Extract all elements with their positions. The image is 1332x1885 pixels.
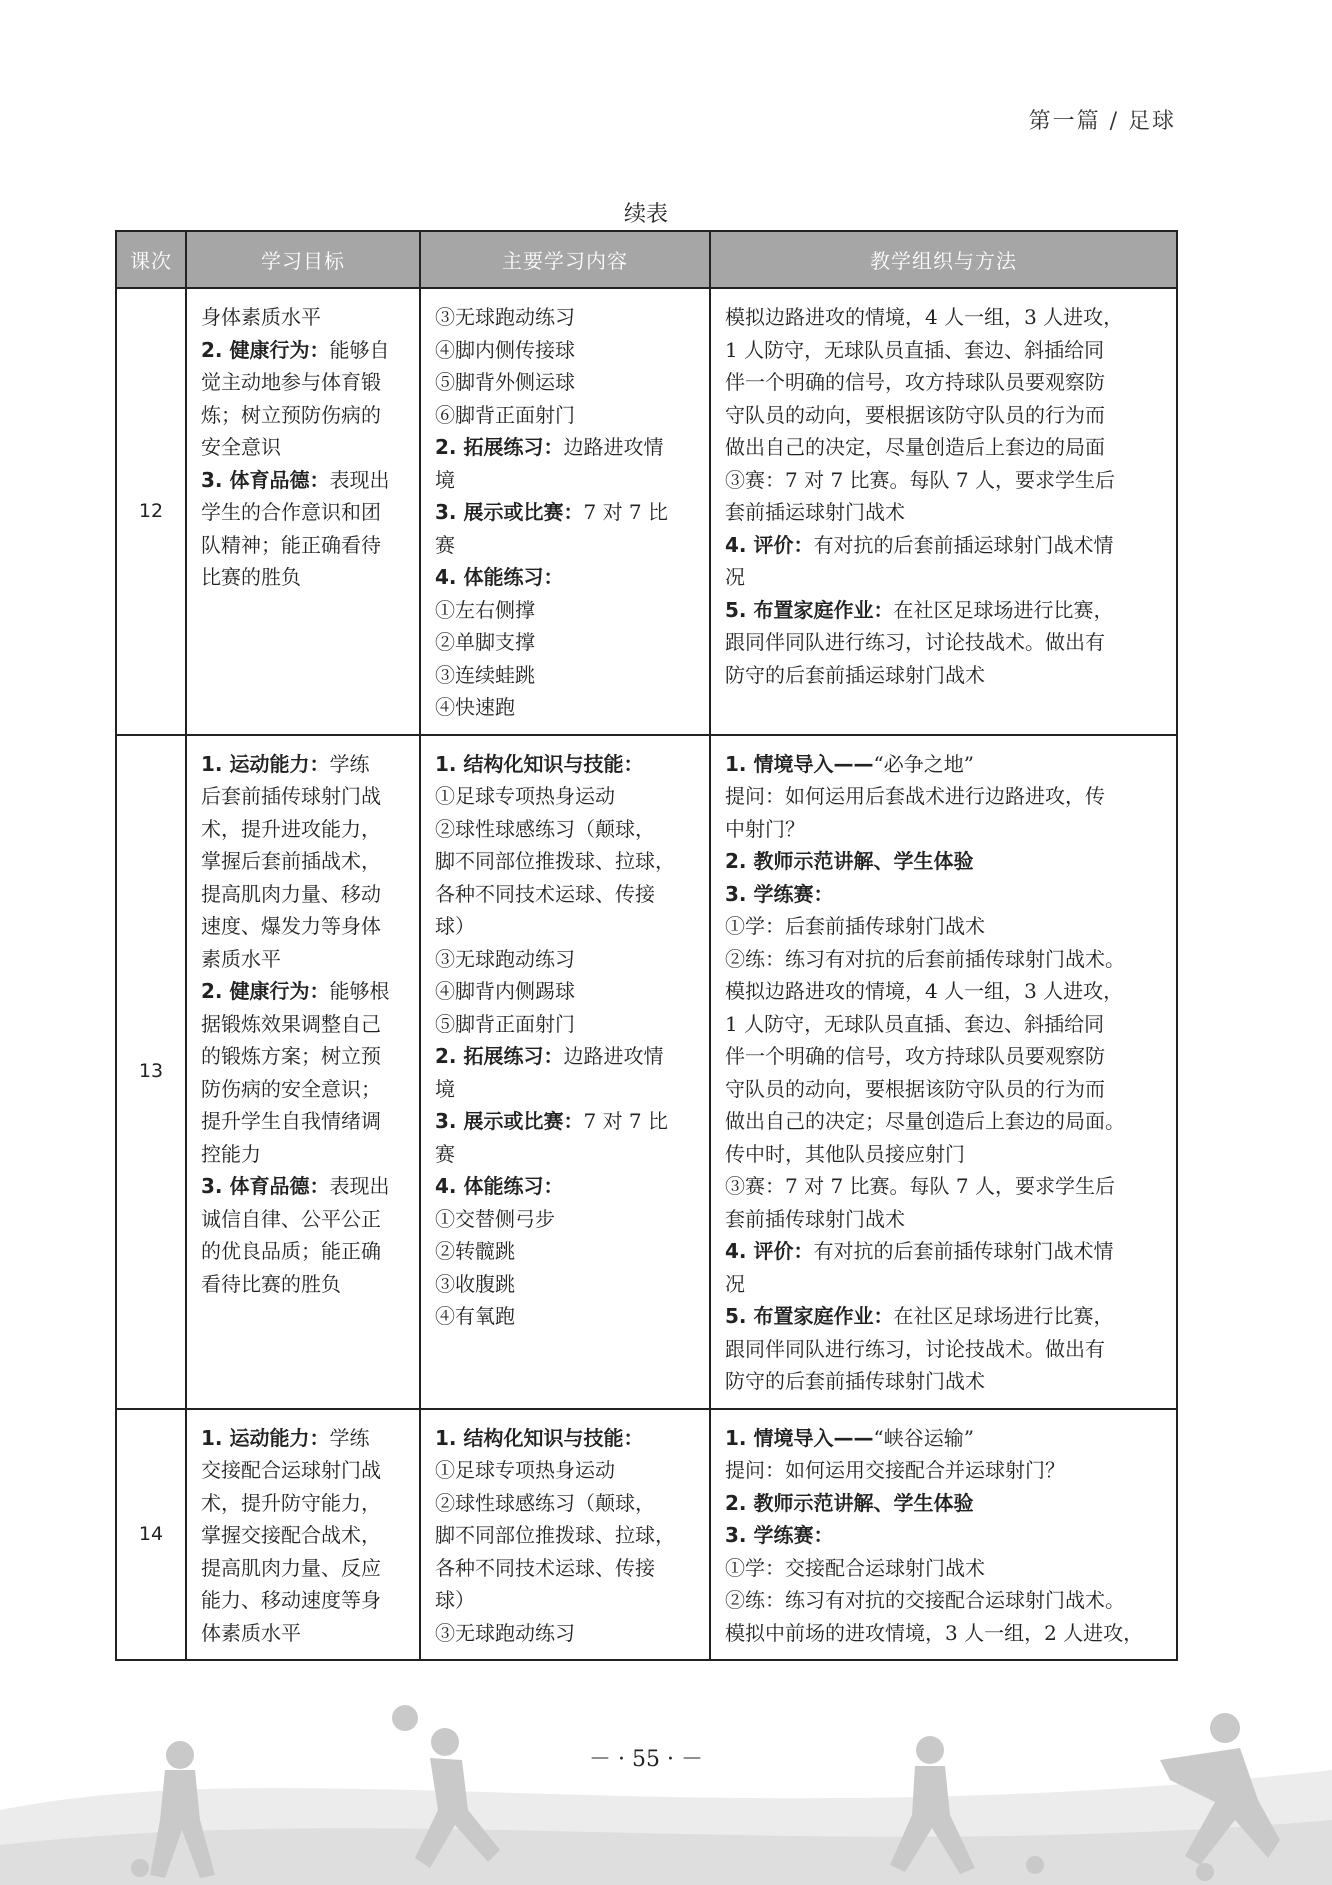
cell-line — [201, 748, 411, 781]
cell-line: 中射门？ — [725, 816, 805, 841]
cell-line: 体素质水平 — [201, 1620, 301, 1645]
cell-line: 套前插运球射门战术 — [725, 500, 905, 524]
line-text: 表现出 — [329, 467, 390, 492]
cell-line — [725, 1235, 1168, 1268]
cell-line: 1 人防守，无球队员直插、套边、斜插给同 — [725, 1011, 1105, 1036]
line-text: 在社区足球场进行比赛， — [893, 597, 1114, 622]
cell-line: 各种不同技术运球、传接 — [435, 881, 655, 906]
lesson-number: 13 — [116, 735, 186, 1409]
cell-line — [201, 334, 411, 367]
line-label: 4. 评价： — [725, 1239, 814, 1263]
cell-line: ⑤脚背正面射门 — [435, 1011, 575, 1036]
table-caption: 续表 — [623, 202, 668, 227]
line-label: 3. 展示或比赛： — [435, 1109, 584, 1133]
cell-line: ④有氧跑 — [435, 1304, 515, 1328]
line-label: 2. 健康行为： — [201, 979, 330, 1003]
cell-line: 诚信自律、公平公正 — [201, 1206, 381, 1231]
learning-goals-cell — [186, 735, 420, 1409]
cell-line: 守队员的动向，要根据该防守队员的行为而 — [725, 1076, 1105, 1101]
cell-line: 提问：如何运用后套战术进行边路进攻，传 — [725, 784, 1105, 808]
line-text: 边路进攻情 — [563, 435, 664, 459]
line-text: “峡谷运输” — [873, 1425, 974, 1450]
line-text: 有对抗的后套前插传球射门战术情 — [813, 1239, 1114, 1263]
cell-line: ②练：练习有对抗的交接配合运球射门战术。 — [725, 1588, 1125, 1612]
cell-line: ②单脚支撑 — [435, 630, 535, 654]
cell-line: ④脚内侧传接球 — [435, 337, 575, 362]
cell-line: 赛 — [435, 532, 455, 557]
line-label: 4. 评价： — [725, 532, 814, 557]
cell-line — [435, 496, 701, 529]
table-row — [116, 735, 1177, 1409]
line-text: 能够根 — [329, 979, 390, 1003]
cell-line: ③赛：7 对 7 比赛。每队 7 人，要求学生后 — [725, 467, 1115, 492]
cell-line: ①交替侧弓步 — [435, 1206, 555, 1231]
cell-line — [725, 845, 1168, 878]
cell-line: 提升学生自我情绪调 — [201, 1109, 381, 1133]
col-header-goals: 学习目标 — [186, 231, 420, 288]
table-body — [116, 288, 1177, 1660]
line-label: 3. 体育品德： — [201, 467, 330, 492]
line-label: 1. 结构化知识与技能： — [435, 1425, 644, 1450]
line-label: 1. 运动能力： — [201, 751, 330, 776]
cell-line: 跟同伴同队进行练习，讨论技战术。做出有 — [725, 630, 1105, 654]
cell-line — [435, 1040, 701, 1073]
cell-line: ⑥脚背正面射门 — [435, 402, 575, 427]
content-cell — [420, 735, 710, 1409]
lesson-table — [115, 230, 1178, 1661]
line-text: 学练 — [329, 751, 370, 776]
cell-line: 素质水平 — [201, 946, 281, 971]
cell-line: 据锻炼效果调整自己 — [201, 1011, 381, 1036]
cell-line: 比赛的胜负 — [201, 565, 301, 589]
cell-line: ③无球跑动练习 — [435, 946, 575, 971]
cell-line: 能力、移动速度等身 — [201, 1588, 381, 1612]
line-text: 边路进攻情 — [563, 1044, 664, 1068]
line-label: 4. 体能练习： — [435, 1174, 564, 1198]
cell-line — [725, 529, 1168, 562]
cell-line: 球） — [435, 1588, 475, 1612]
cell-line: 看待比赛的胜负 — [201, 1271, 341, 1296]
line-text: 7 对 7 比 — [583, 500, 669, 524]
cell-line: 安全意识 — [201, 435, 281, 459]
cell-line: 防守的后套前插传球射门战术 — [725, 1369, 985, 1393]
line-label: 2. 教师示范讲解、学生体验 — [725, 849, 974, 873]
cell-line: ③连续蛙跳 — [435, 662, 535, 687]
cell-line: 脚不同部位推拨球、拉球， — [435, 1523, 675, 1547]
learning-goals-cell — [186, 288, 420, 735]
cell-line — [435, 431, 701, 464]
line-text: 能够自 — [329, 337, 390, 362]
lesson-number: 14 — [116, 1409, 186, 1661]
cell-line — [435, 1422, 701, 1455]
cell-line: 境 — [435, 467, 455, 492]
cell-line: 炼；树立预防伤病的 — [201, 402, 381, 427]
cell-line: 觉主动地参与体育锻 — [201, 370, 381, 394]
cell-line: 伴一个明确的信号，攻方持球队员要观察防 — [725, 1044, 1105, 1068]
cell-line — [435, 1170, 701, 1203]
line-text: 在社区足球场进行比赛， — [893, 1304, 1114, 1328]
table-row — [116, 1409, 1177, 1661]
cell-line: ④快速跑 — [435, 695, 515, 719]
cell-line: 控能力 — [201, 1141, 261, 1166]
line-label: 2. 教师示范讲解、学生体验 — [725, 1490, 974, 1515]
line-label: 3. 体育品德： — [201, 1174, 330, 1198]
cell-line: 掌握后套前插战术， — [201, 849, 381, 873]
cell-line: 的优良品质；能正确 — [201, 1239, 381, 1263]
table-row — [116, 288, 1177, 735]
cell-line: 提高肌肉力量、反应 — [201, 1555, 381, 1580]
cell-line: 套前插传球射门战术 — [725, 1206, 905, 1231]
cell-line: 防伤病的安全意识； — [201, 1076, 381, 1101]
cell-line: 球） — [435, 914, 475, 938]
cell-line: 学生的合作意识和团 — [201, 500, 381, 524]
col-header-content: 主要学习内容 — [420, 231, 710, 288]
cell-line: ②球性球感练习（颠球， — [435, 816, 655, 841]
cell-line: ①足球专项热身运动 — [435, 784, 615, 808]
cell-line: 术，提升防守能力， — [201, 1490, 381, 1515]
cell-line: 身体素质水平 — [201, 305, 321, 329]
line-label: 3. 学练赛： — [725, 1523, 834, 1547]
line-text: 学练 — [329, 1425, 370, 1450]
cell-line — [725, 1422, 1168, 1455]
line-label: 2. 拓展练习： — [435, 435, 564, 459]
line-label: 5. 布置家庭作业： — [725, 1304, 894, 1328]
cell-line: 做出自己的决定；尽量创造后上套边的局面。 — [725, 1109, 1125, 1133]
cell-line: ②转髋跳 — [435, 1239, 515, 1263]
cell-line: 脚不同部位推拨球、拉球， — [435, 849, 675, 873]
cell-line — [725, 1487, 1168, 1520]
cell-line: 传中时，其他队员接应射门 — [725, 1141, 965, 1166]
cell-line: ③赛：7 对 7 比赛。每队 7 人，要求学生后 — [725, 1174, 1115, 1198]
methods-cell — [710, 735, 1177, 1409]
cell-line — [201, 975, 411, 1008]
line-text: 7 对 7 比 — [583, 1109, 669, 1133]
cell-line — [725, 1300, 1168, 1333]
cell-line: ④脚背内侧踢球 — [435, 979, 575, 1003]
col-header-methods: 教学组织与方法 — [710, 231, 1177, 288]
cell-line: 速度、爆发力等身体 — [201, 914, 381, 938]
content-cell — [420, 288, 710, 735]
cell-line: 术，提升进攻能力， — [201, 816, 381, 841]
line-label: 1. 情境导入—— — [725, 1425, 874, 1450]
cell-line: 提高肌肉力量、移动 — [201, 881, 381, 906]
line-text: 表现出 — [329, 1174, 390, 1198]
line-text: 有对抗的后套前插运球射门战术情 — [813, 532, 1114, 557]
cell-line — [201, 1170, 411, 1203]
cell-line: ⑤脚背外侧运球 — [435, 370, 575, 394]
cell-line: 模拟边路进攻的情境，4 人一组，3 人进攻， — [725, 979, 1124, 1003]
methods-cell — [710, 1409, 1177, 1661]
cell-line: 况 — [725, 565, 745, 589]
cell-line — [435, 748, 701, 781]
cell-line: ③收腹跳 — [435, 1271, 515, 1296]
cell-line: 队精神；能正确看待 — [201, 532, 381, 557]
cell-line: 1 人防守，无球队员直插、套边、斜插给同 — [725, 337, 1105, 362]
cell-line: 防守的后套前插运球射门战术 — [725, 662, 985, 687]
line-text: “必争之地” — [873, 751, 974, 776]
cell-line — [725, 878, 1168, 911]
line-label: 3. 展示或比赛： — [435, 500, 584, 524]
cell-line — [201, 464, 411, 497]
methods-cell — [710, 288, 1177, 735]
cell-line: 交接配合运球射门战 — [201, 1458, 381, 1482]
line-label: 5. 布置家庭作业： — [725, 597, 894, 622]
cell-line: 境 — [435, 1076, 455, 1101]
cell-line: ①学：交接配合运球射门战术 — [725, 1555, 985, 1580]
content-cell — [420, 1409, 710, 1661]
line-label: 1. 结构化知识与技能： — [435, 751, 644, 776]
cell-line — [435, 561, 701, 594]
cell-line — [725, 748, 1168, 781]
soccer-player-silhouette-icon — [0, 1690, 1332, 1885]
cell-line: ②球性球感练习（颠球， — [435, 1490, 655, 1515]
line-label: 4. 体能练习： — [435, 565, 564, 589]
cell-line: 模拟中前场的进攻情境，3 人一组，2 人进攻， — [725, 1620, 1144, 1645]
cell-line: 伴一个明确的信号，攻方持球队员要观察防 — [725, 370, 1105, 394]
cell-line: 提问：如何运用交接配合并运球射门？ — [725, 1458, 1065, 1482]
cell-line: 做出自己的决定，尽量创造后上套边的局面 — [725, 435, 1105, 459]
line-label: 2. 健康行为： — [201, 337, 330, 362]
cell-line: ①学：后套前插传球射门战术 — [725, 914, 985, 938]
cell-line: ②练：练习有对抗的后套前插传球射门战术。 — [725, 946, 1125, 971]
cell-line — [725, 1519, 1168, 1552]
cell-line: 后套前插传球射门战 — [201, 784, 381, 808]
cell-line: 模拟边路进攻的情境，4 人一组，3 人进攻， — [725, 305, 1124, 329]
learning-goals-cell — [186, 1409, 420, 1661]
cell-line: 跟同伴同队进行练习，讨论技战术。做出有 — [725, 1336, 1105, 1361]
cell-line: 赛 — [435, 1141, 455, 1166]
cell-line: 守队员的动向，要根据该防守队员的行为而 — [725, 402, 1105, 427]
cell-line — [725, 594, 1168, 627]
cell-line: 况 — [725, 1271, 745, 1296]
page-number: － · 55 · － — [589, 1747, 703, 1772]
line-label: 3. 学练赛： — [725, 881, 834, 906]
lesson-number: 12 — [116, 288, 186, 735]
cell-line: ③无球跑动练习 — [435, 1620, 575, 1645]
cell-line — [201, 1422, 411, 1455]
section-header: 第一篇 / 足球 — [1028, 109, 1176, 134]
table-header-row — [116, 231, 1177, 288]
cell-line: ①足球专项热身运动 — [435, 1458, 615, 1482]
cell-line: ③无球跑动练习 — [435, 305, 575, 329]
line-label: 1. 运动能力： — [201, 1425, 330, 1450]
cell-line — [435, 1105, 701, 1138]
cell-line: 掌握交接配合战术， — [201, 1523, 381, 1547]
line-label: 1. 情境导入—— — [725, 751, 874, 776]
line-label: 2. 拓展练习： — [435, 1044, 564, 1068]
cell-line: 各种不同技术运球、传接 — [435, 1555, 655, 1580]
col-header-lesson: 课次 — [116, 231, 186, 288]
cell-line: ①左右侧撑 — [435, 597, 535, 622]
cell-line: 的锻炼方案；树立预 — [201, 1044, 381, 1068]
